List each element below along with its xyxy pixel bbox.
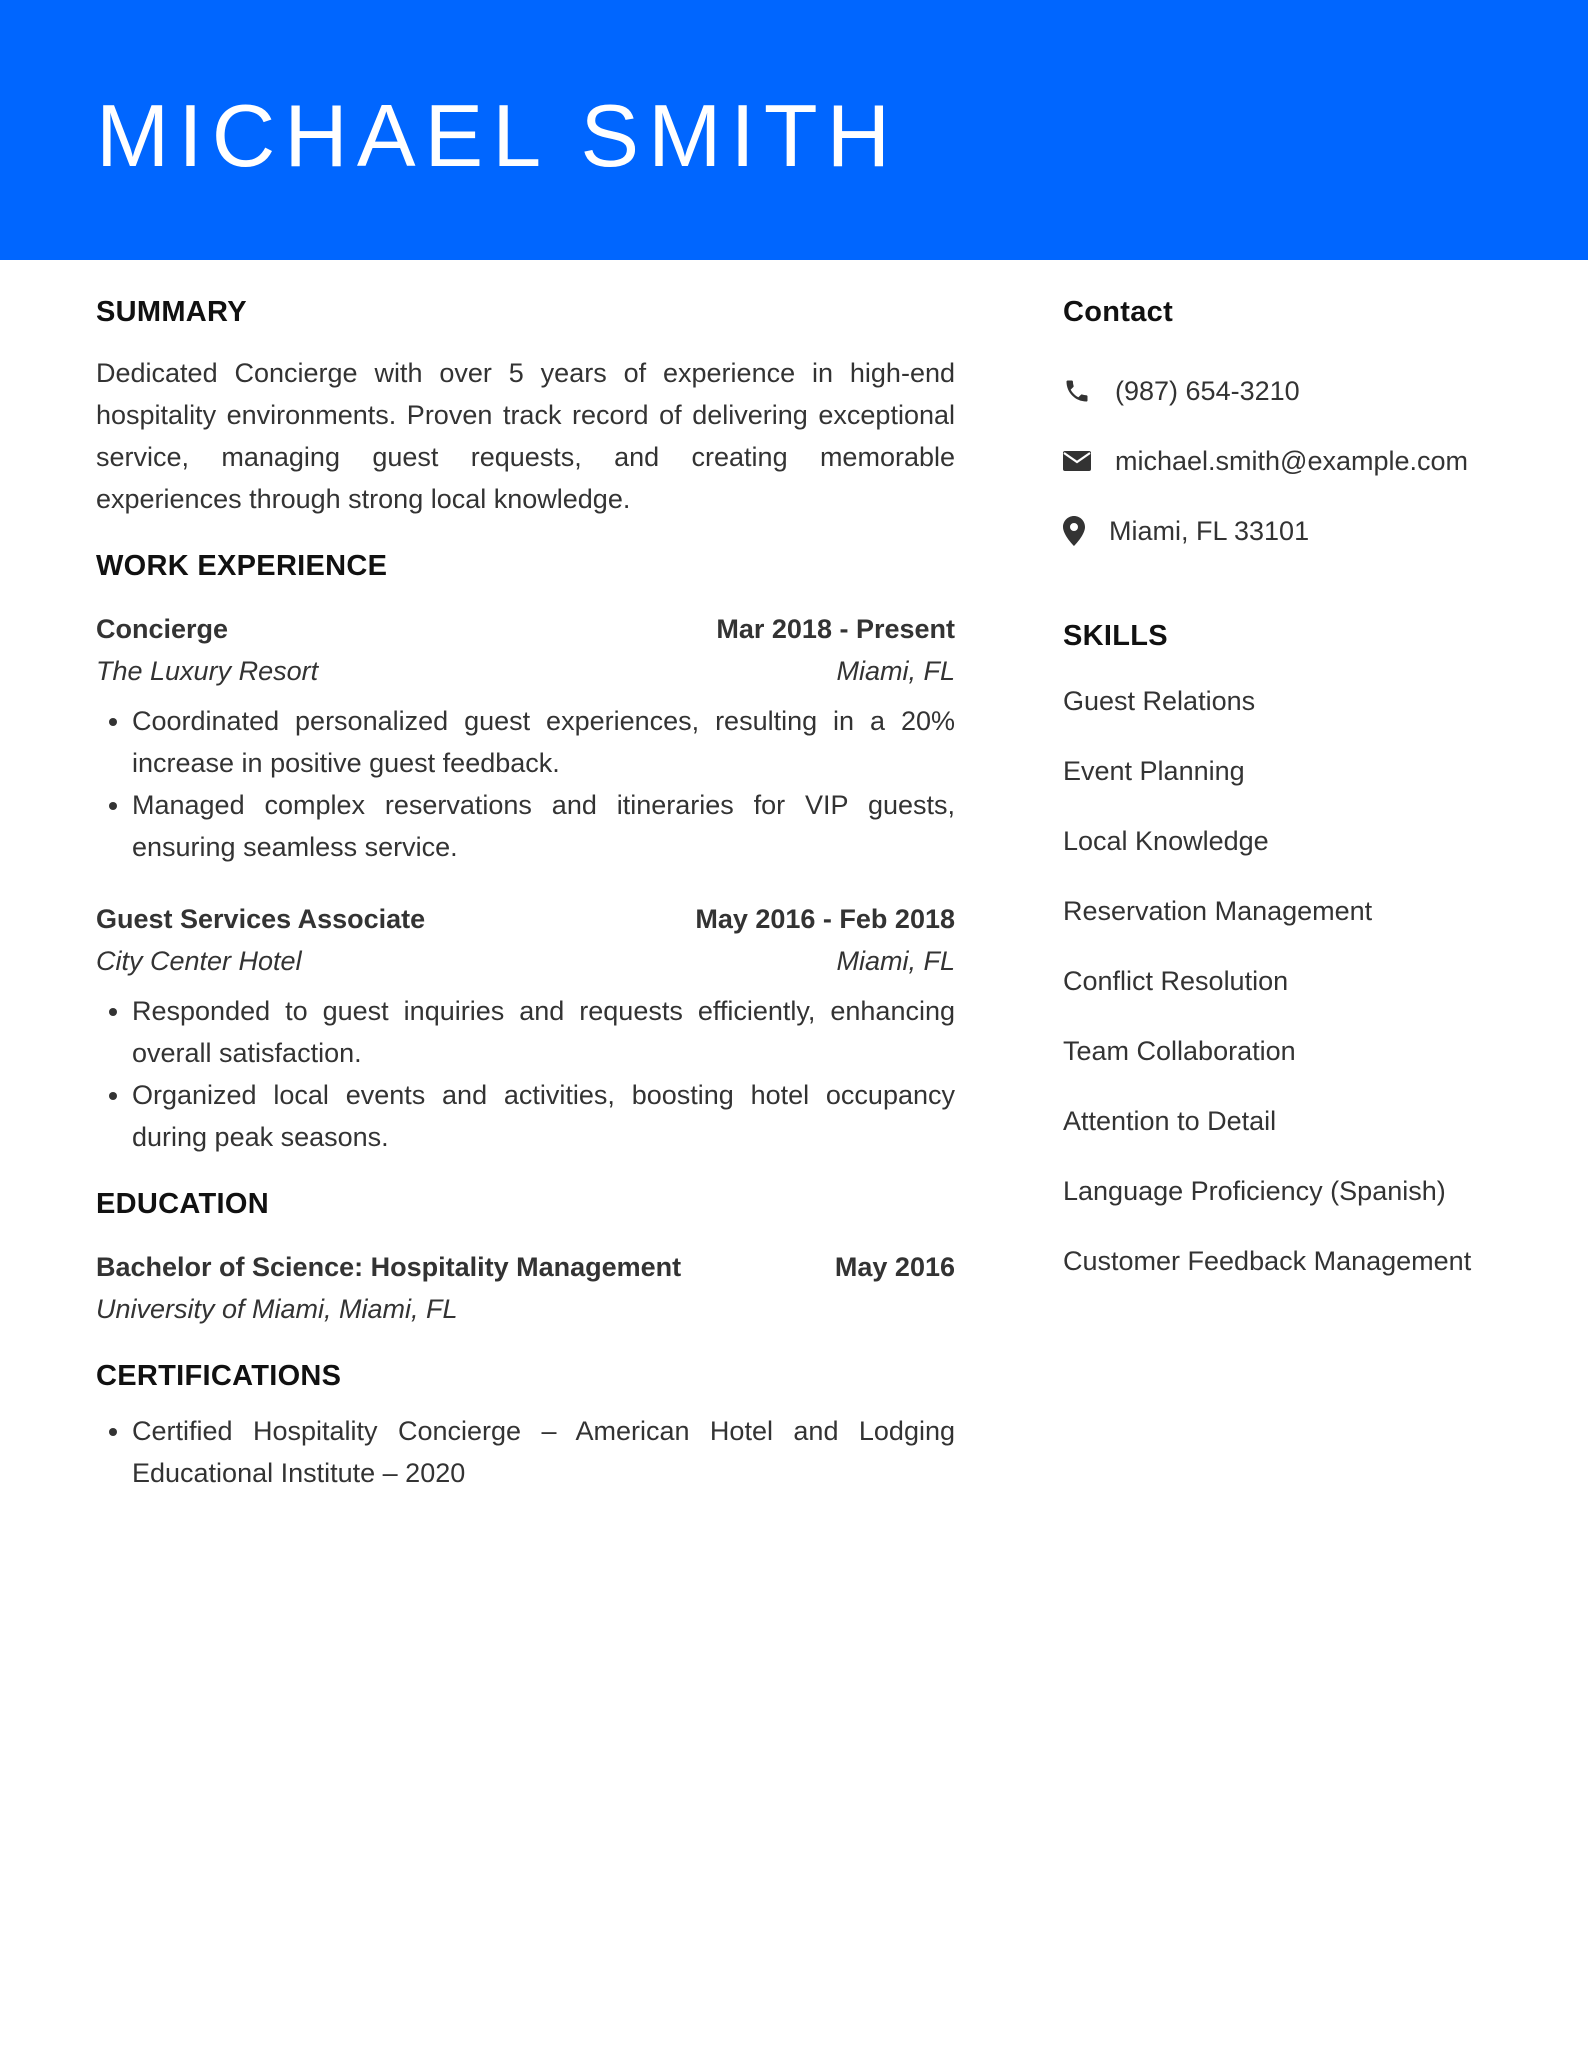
main-column: [96, 286, 955, 1494]
education-section: [96, 1178, 955, 1330]
skills-heading: SKILLS: [1063, 620, 1168, 652]
job-company-row: [96, 940, 955, 982]
job-dates: May 2016 - Feb 2018: [695, 904, 955, 934]
summary-text: Dedicated Concierge with over 5 years of experience in high-end hospitality environments. Proven track record of delivering exceptional service, managing guest requests, and creating memorable experiences through strong local knowledge.: [96, 358, 955, 514]
summary-heading: SUMMARY: [96, 296, 247, 328]
work-experience-section: [96, 540, 955, 1158]
certifications-section: [96, 1350, 955, 1494]
job-bullet: • Responded to guest inquiries and requests efficiently, enhancing overall satisfaction.: [132, 990, 955, 1074]
contact-location: [1063, 496, 1503, 566]
degree: Bachelor of Science: Hospitality Management: [96, 1252, 682, 1282]
education-entry: [96, 1246, 955, 1330]
sidebar-column: [1063, 286, 1503, 1296]
job-location: Miami, FL: [836, 656, 955, 686]
skill-item: Customer Feedback Management: [1063, 1246, 1472, 1276]
job-header-row: [96, 898, 955, 940]
job-company: The Luxury Resort: [96, 656, 319, 686]
contact-list: [1063, 356, 1503, 566]
skills-list: [1063, 666, 1503, 1296]
map-pin-icon: [1063, 516, 1097, 546]
skill-item: Guest Relations: [1063, 686, 1256, 716]
job-location: Miami, FL: [836, 946, 955, 976]
work-experience-heading: WORK EXPERIENCE: [96, 550, 388, 582]
job-title: Concierge: [96, 614, 229, 644]
job-header-row: [96, 608, 955, 650]
skill-item: Attention to Detail: [1063, 1106, 1277, 1136]
skill-item: Reservation Management: [1063, 896, 1373, 926]
job-entry: [96, 608, 955, 868]
certification-list: [96, 1410, 955, 1494]
education-header-row: [96, 1246, 955, 1288]
job-bullet: • Managed complex reservations and itineraries for VIP guests, ensuring seamless service.: [132, 784, 955, 868]
job-bullets: [96, 700, 955, 868]
phone-icon: [1063, 377, 1103, 405]
skill-item: Team Collaboration: [1063, 1036, 1296, 1066]
skill-item: Local Knowledge: [1063, 826, 1269, 856]
job-bullet: • Coordinated personalized guest experiences, resulting in a 20% increase in positive guest feedback.: [132, 700, 955, 784]
job-title: Guest Services Associate: [96, 904, 426, 934]
skill-item: Conflict Resolution: [1063, 966, 1289, 996]
education-school-row: [96, 1288, 955, 1330]
candidate-name: MICHAEL SMITH: [96, 86, 900, 185]
envelope-icon: [1063, 450, 1103, 472]
school: University of Miami, Miami, FL: [96, 1294, 458, 1324]
location-text: Miami, FL 33101: [1109, 515, 1310, 546]
summary-section: [96, 286, 955, 520]
skill-item: Language Proficiency (Spanish): [1063, 1176, 1446, 1206]
contact-phone: [1063, 356, 1503, 426]
contact-email: [1063, 426, 1503, 496]
graduation-date: May 2016: [834, 1252, 955, 1282]
job-bullets: [96, 990, 955, 1158]
header-banner: [0, 0, 1588, 260]
skills-section: [1063, 610, 1503, 1296]
skill-item: Event Planning: [1063, 756, 1245, 786]
job-company: City Center Hotel: [96, 946, 302, 976]
education-heading: EDUCATION: [96, 1188, 269, 1220]
certifications-heading: CERTIFICATIONS: [96, 1360, 342, 1392]
job-company-row: [96, 650, 955, 692]
email-address[interactable]: michael.smith@example.com: [1115, 445, 1469, 476]
contact-section: [1063, 286, 1503, 566]
contact-heading: Contact: [1063, 296, 1174, 328]
phone-number[interactable]: (987) 654-3210: [1115, 375, 1300, 406]
job-bullet: • Organized local events and activities, boosting hotel occupancy during peak seasons.: [132, 1074, 955, 1158]
certification-item: • Certified Hospitality Concierge – American Hotel and Lodging Educational Institute – 2020: [132, 1410, 955, 1494]
job-entry: [96, 898, 955, 1158]
job-dates: Mar 2018 - Present: [716, 614, 955, 644]
